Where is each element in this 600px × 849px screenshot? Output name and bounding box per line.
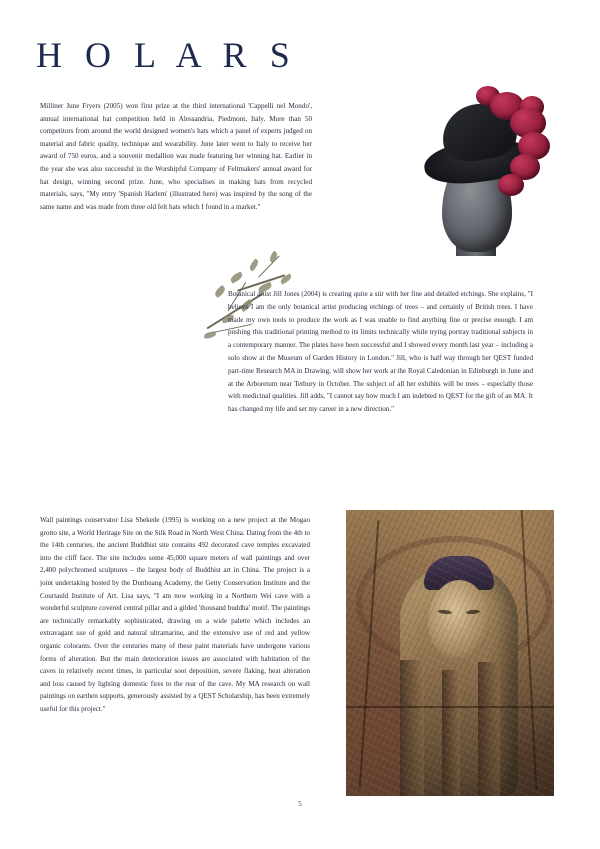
article-milliner-body: Milliner June Fryers (2005) won first prize at the third international 'Cappelli nel Mondo', annual international hat competition held in Alessandria, Piedmont, Italy. More than 50 competitors from around the world designed women's hats which a panel of experts judged on material and fabric quality, technique and wearability. June later went to Italy to receive her award of 750 euros, and a souvenir medallion was made featuring her winning hat. Earlier in the year she was also successful in the Worshipful Company of Feltmakers' annual award for hat design, winning second prize. June, who specialises in making hats from recycled materials, says, "My entry 'Spanish Harlem' (illustrated here) was inspired by the song of the same name and was made from three old felt hats which I found in a market." [40, 102, 312, 211]
mogao-cave-buddhist-sculpture-photograph [346, 510, 554, 796]
page-number: 5 [298, 800, 302, 808]
spanish-harlem-hat-photograph [398, 82, 568, 254]
etching-leaf [248, 258, 260, 271]
article-conservation-body: Wall paintings conservator Lisa Shekede (1995) is working on a new project at the Mogao grotto site, a World Heritage Site on the Silk Road in North West China. Dating from the 4th to the 14th centuries, the ancient Buddhist site contains 492 decorated cave temples excavated into the cliff face. The site includes some 45,000 square meters of wall paintings and over 2,400 polychromed sculptures – the largest body of Buddhist art in China. The project is a joint undertaking hosted by the Dunhuang Academy, the Getty Conservation Institute and the Courtauld Institute of Art. Lisa says, "I am now working in a Northern Wei cave with a wonderful sculpture covered central pillar and a gilded 'thousand buddha' motif. The paintings are technically remarkably sophisticated, drawing on a wide palette which includes an extravagant use of gold and natural ultramarine, and the extensive use of red and yellow organic colorants. Over the centuries many of these paint materials have undergone various forms of alteration. But the main deterioration issues are associated with habitation of the caves in relatively recent times, in particular soot deposition, severe flaking, heat alteration and loss caused by lighting domestic fires to the rear of the cave. My MA research on wall paintings on earthen supports, generously assisted by a QEST Scholarship, has been extremely useful for this project." [40, 516, 310, 713]
etching-leaf [229, 271, 244, 283]
paint-texture-overlay [346, 510, 554, 796]
page-title: H O L A R S [36, 35, 297, 75]
hat-frill [498, 174, 524, 196]
etching-leaf [213, 285, 227, 298]
etching-leaf [204, 331, 217, 339]
article-botanical-body: Botanical artist Jill Jones (2004) is creating quite a stir with her fine and detailed etchings. She explains, "I believe I am the only botanical artist producing etchings of trees – and certainly of British trees. I have made my own tools to produce the work as I was unable to find anything fine or precise enough. I am pushing this traditional printing method to its limits technically while trying portray traditional subjects in a contemporary manner. The plates have been successful and I showed every month last year – including a solo show at the Museum of Garden History in London." Jill, who is half way through her QEST funded part-time Research MA in Drawing, will show her work at the Royal Caledonian in Edinburgh in June and at the Arboretum near Tetbury in October. The subject of all her exhibits will be trees – especially those with medicinal qualities. Jill adds, "I cannot say how much I am indebted to QEST for the gift of an MA. It has changed my life and set my career in a new direction." [228, 290, 533, 414]
